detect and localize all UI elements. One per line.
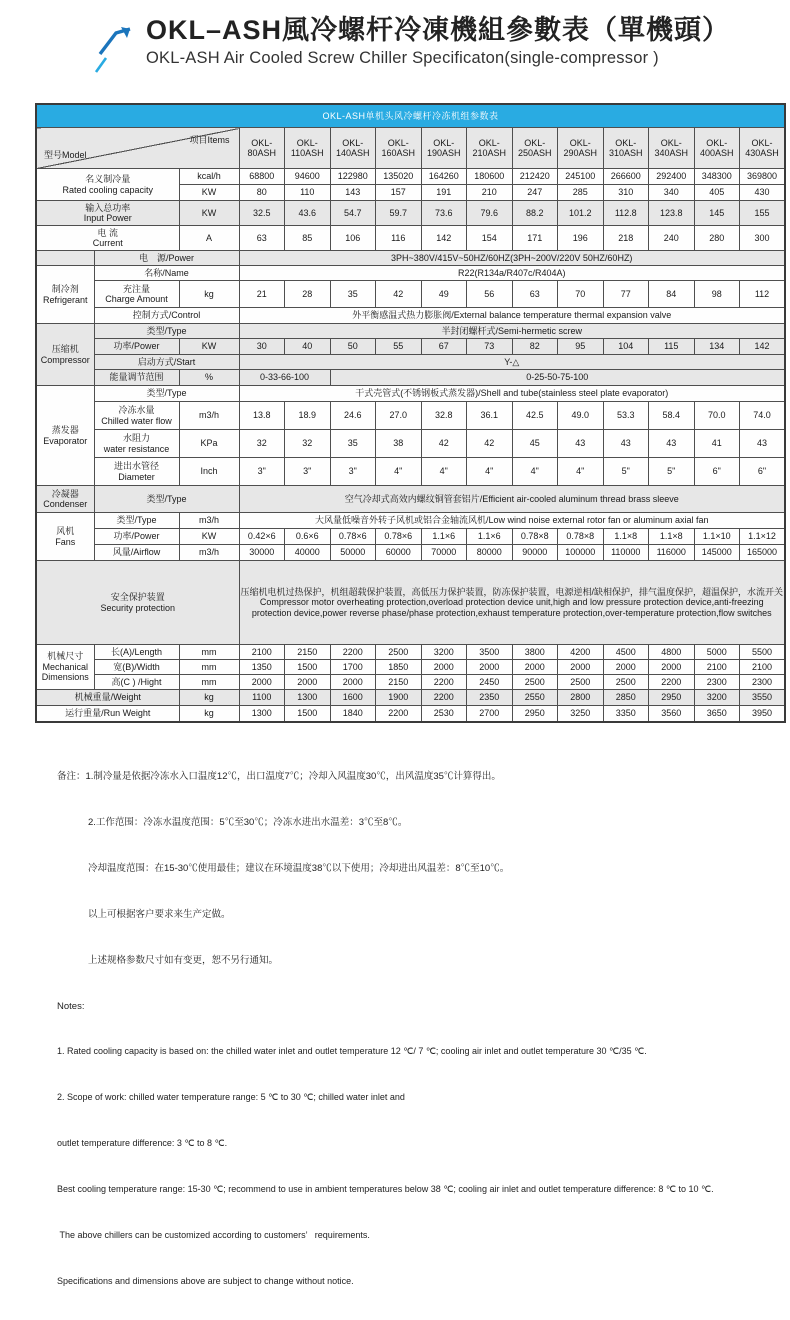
spec-value-cell: 90000 xyxy=(512,545,558,561)
spec-value-cell: 3250 xyxy=(558,706,604,722)
page-title: OKL–ASH風冷螺杆冷凍機組參數表（單機頭） xyxy=(146,15,731,45)
spec-value-cell: 1840 xyxy=(330,706,376,722)
spec-value-cell: 1500 xyxy=(285,706,331,722)
spec-value-cell: 42 xyxy=(467,430,513,458)
spec-value-cell: 84 xyxy=(649,281,695,308)
spec-value-cell: 135020 xyxy=(376,169,422,185)
spec-value-cell: 43.6 xyxy=(285,201,331,226)
spec-value-cell: 2850 xyxy=(603,690,649,706)
spec-value-cell: 98 xyxy=(694,281,740,308)
spec-value-cell: 43 xyxy=(649,430,695,458)
spec-value-cell: 2000 xyxy=(649,660,695,675)
row-label-pipe-diameter: 进出水管径 Diameter xyxy=(94,458,179,486)
spec-value-cell: 2200 xyxy=(421,675,467,690)
spec-value-cell: 1850 xyxy=(376,660,422,675)
group-label-condenser: 冷凝器 Condenser xyxy=(36,486,94,513)
unit-cell: A xyxy=(179,226,239,251)
spec-value-cell: 6" xyxy=(740,458,786,486)
spec-value-cell: 54.7 xyxy=(330,201,376,226)
spec-value-cell: 101.2 xyxy=(558,201,604,226)
note-line: 以上可根据客户要求来生产定做。 xyxy=(88,908,231,920)
spec-value-cell: 310 xyxy=(603,185,649,201)
row-label-control: 控制方式/Control xyxy=(94,308,239,324)
spec-value-cell: 369800 xyxy=(740,169,786,185)
spec-value-cell: 405 xyxy=(694,185,740,201)
spec-value-cell: 27.0 xyxy=(376,402,422,430)
spec-value-cell: 155 xyxy=(740,201,786,226)
spec-value-cell: 3550 xyxy=(740,690,786,706)
row-label-charge-amount: 充注量 Charge Amount xyxy=(94,281,179,308)
spec-value-cell: 45 xyxy=(512,430,558,458)
spec-value-cell: 0.42×6 xyxy=(239,529,285,545)
spec-value-cell: 285 xyxy=(558,185,604,201)
spec-value-cell: 79.6 xyxy=(467,201,513,226)
spec-value-cell: 0.78×6 xyxy=(376,529,422,545)
spec-value-cell: 4" xyxy=(512,458,558,486)
unit-cell: m3/h xyxy=(179,545,239,561)
model-header-okl-310ash: OKL- 310ASH xyxy=(603,128,649,169)
spec-value-cell: 53.3 xyxy=(603,402,649,430)
row-label-airflow: 风量/Airflow xyxy=(94,545,179,561)
start-value: Y-△ xyxy=(239,355,785,370)
spec-value-cell: 2300 xyxy=(694,675,740,690)
spec-value-cell: 5" xyxy=(603,458,649,486)
spec-value-cell: 300 xyxy=(740,226,786,251)
spec-value-cell: 18.9 xyxy=(285,402,331,430)
spec-value-cell: 70.0 xyxy=(694,402,740,430)
unit-cell: KPa xyxy=(179,430,239,458)
spec-value-cell: 2500 xyxy=(512,675,558,690)
row-label-refrigerant-name: 名称/Name xyxy=(94,266,239,281)
spec-value-cell: 4" xyxy=(376,458,422,486)
spec-value-cell: 0.78×6 xyxy=(330,529,376,545)
model-axis-label: 型号Model xyxy=(44,149,87,160)
spec-value-cell: 2500 xyxy=(376,645,422,660)
control-value: 外平衡感温式热力膨胀阀/External balance temperature thermal expansion valve xyxy=(239,308,785,324)
spec-value-cell: 1900 xyxy=(376,690,422,706)
spec-value-cell: 1300 xyxy=(239,706,285,722)
title-block xyxy=(94,14,790,82)
spec-value-cell: 245100 xyxy=(558,169,604,185)
spec-value-cell: 2200 xyxy=(421,690,467,706)
row-label-compressor-power: 功率/Power xyxy=(94,339,179,355)
spec-value-cell: 112.8 xyxy=(603,201,649,226)
spec-value-cell: 340 xyxy=(649,185,695,201)
spec-value-cell: 2500 xyxy=(603,675,649,690)
unit-cell: mm xyxy=(179,645,239,660)
spec-value-cell: 28 xyxy=(285,281,331,308)
compressor-type-value: 半封闭螺杆式/Semi-hermetic screw xyxy=(239,324,785,339)
spec-value-cell: 63 xyxy=(512,281,558,308)
energy-range-a: 0-33-66-100 xyxy=(239,370,330,386)
spec-value-cell: 1700 xyxy=(330,660,376,675)
unit-cell: KW xyxy=(179,339,239,355)
spec-value-cell: 2000 xyxy=(603,660,649,675)
note-line: 上述规格参数尺寸如有变更，恕不另行通知。 xyxy=(88,954,279,966)
spec-value-cell: 348300 xyxy=(694,169,740,185)
spec-value-cell: 145 xyxy=(694,201,740,226)
refrigerant-name-value: R22(R134a/R407c/R404A) xyxy=(239,266,785,281)
group-label-evaporator: 蒸发器 Evaporator xyxy=(36,386,94,486)
spec-value-cell: 85 xyxy=(285,226,331,251)
spec-value-cell: 49 xyxy=(421,281,467,308)
spec-table xyxy=(35,103,786,723)
spec-value-cell: 112 xyxy=(740,281,786,308)
spec-value-cell: 77 xyxy=(603,281,649,308)
spec-value-cell: 35 xyxy=(330,281,376,308)
note-line: The above chillers can be customized according to customers’ requirements. xyxy=(57,1230,370,1240)
spec-value-cell: 2000 xyxy=(558,660,604,675)
row-label-energy-range: 能量调节范围 xyxy=(94,370,179,386)
spec-value-cell: 73.6 xyxy=(421,201,467,226)
unit-cell: m3/h xyxy=(179,402,239,430)
model-header-okl-340ash: OKL- 340ASH xyxy=(649,128,695,169)
spec-value-cell: 165000 xyxy=(740,545,786,561)
spec-value-cell: 212420 xyxy=(512,169,558,185)
note-line: Notes: xyxy=(57,1000,85,1012)
note-line: outlet temperature difference: 3 ℃ to 8 ℃. xyxy=(57,1138,228,1149)
note-line: 1. Rated cooling capacity is based on: the chilled water inlet and outlet temperature 12 ℃/ 7 ℃; cooling air inlet and outlet temperature 30 ℃/35 ℃. xyxy=(57,1046,647,1057)
unit-cell: kcal/h xyxy=(179,169,239,185)
note-line: Best cooling temperature range: 15-30 ℃; recommend to use in ambient temperatures below 38 ℃; cooling air inlet and outlet temperature difference: 8 ℃ to 10 ℃. xyxy=(57,1184,714,1195)
spec-value-cell: 50000 xyxy=(330,545,376,561)
unit-cell: mm xyxy=(179,675,239,690)
spec-value-cell: 95 xyxy=(558,339,604,355)
spec-value-cell: 13.8 xyxy=(239,402,285,430)
note-line: 冷却温度范围：在15-30℃使用最佳；建议在环境温度38℃以下使用；冷却进出风温差：8℃至10℃。 xyxy=(88,862,510,874)
spec-value-cell: 1.1×8 xyxy=(603,529,649,545)
group-label-refrigerant: 制冷剂 Refrigerant xyxy=(36,266,94,324)
spec-value-cell: 157 xyxy=(376,185,422,201)
spec-value-cell: 70 xyxy=(558,281,604,308)
spec-value-cell: 2550 xyxy=(512,690,558,706)
security-protection-text: 压缩机电机过热保护，机组超载保护装置，高低压力保护装置，防冻保护装置，电源逆相/缺相保护，排气温度保护，超温保护，水流开关 Compressor motor overheating protection,overload protection device unit,high and low pressure protection device,anti-freezing protection device,power reverse phase/phase protection,exhaust temperature protection,over-temperature protection,flow switches xyxy=(239,561,785,645)
spec-value-cell: 43 xyxy=(603,430,649,458)
spec-value-cell: 94600 xyxy=(285,169,331,185)
fans-type-value: 大风量低噪音外转子风机或铝合金轴流风机/Low wind noise external rotor fan or aluminum axial fan xyxy=(239,513,785,529)
spec-value-cell: 82 xyxy=(512,339,558,355)
spec-value-cell: 5" xyxy=(649,458,695,486)
row-label-width: 宽(B)/Width xyxy=(94,660,179,675)
row-label-input-power: 输入总功率 Input Power xyxy=(36,201,179,226)
spec-value-cell: 240 xyxy=(649,226,695,251)
spec-value-cell: 2530 xyxy=(421,706,467,722)
spec-value-cell: 2700 xyxy=(467,706,513,722)
spec-value-cell: 142 xyxy=(421,226,467,251)
spec-value-cell: 2950 xyxy=(512,706,558,722)
evaporator-type-value: 干式壳管式(不锈钢板式蒸发器)/Shell and tube(stainless steel plate evaporator) xyxy=(239,386,785,402)
model-header-okl-190ash: OKL- 190ASH xyxy=(421,128,467,169)
spec-value-cell: 88.2 xyxy=(512,201,558,226)
spec-value-cell: 30 xyxy=(239,339,285,355)
model-header-okl-250ash: OKL- 250ASH xyxy=(512,128,558,169)
spec-value-cell: 1350 xyxy=(239,660,285,675)
spec-value-cell: 32.8 xyxy=(421,402,467,430)
spec-value-cell: 4" xyxy=(558,458,604,486)
spec-value-cell: 430 xyxy=(740,185,786,201)
spec-value-cell: 43 xyxy=(558,430,604,458)
spec-value-cell: 3560 xyxy=(649,706,695,722)
spec-value-cell: 43 xyxy=(740,430,786,458)
spec-value-cell: 4500 xyxy=(603,645,649,660)
row-label-security-protection: 安全保护装置 Security protection xyxy=(36,561,239,645)
row-label-chilled-water-flow: 冷冻水量 Chilled water flow xyxy=(94,402,179,430)
notes-block xyxy=(57,739,790,1320)
unit-cell: m3/h xyxy=(179,513,239,529)
spec-value-cell: 123.8 xyxy=(649,201,695,226)
spec-value-cell: 32.5 xyxy=(239,201,285,226)
spec-value-cell: 191 xyxy=(421,185,467,201)
model-header-okl-80ash: OKL- 80ASH xyxy=(239,128,285,169)
unit-cell: KW xyxy=(179,201,239,226)
spec-value-cell: 2150 xyxy=(376,675,422,690)
spec-value-cell: 42 xyxy=(376,281,422,308)
spec-value-cell: 145000 xyxy=(694,545,740,561)
spec-value-cell: 122980 xyxy=(330,169,376,185)
condenser-type-value: 空气冷却式高效内螺纹铜管套铝片/Efficient air-cooled aluminum thread brass sleeve xyxy=(239,486,785,513)
spec-value-cell: 2000 xyxy=(330,675,376,690)
spec-value-cell: 1100 xyxy=(239,690,285,706)
spec-value-cell: 3950 xyxy=(740,706,786,722)
spec-value-cell: 4800 xyxy=(649,645,695,660)
model-header-okl-160ash: OKL- 160ASH xyxy=(376,128,422,169)
spec-value-cell: 1.1×6 xyxy=(467,529,513,545)
spec-value-cell: 24.6 xyxy=(330,402,376,430)
spec-value-cell: 266600 xyxy=(603,169,649,185)
unit-cell: mm xyxy=(179,660,239,675)
spec-value-cell: 80000 xyxy=(467,545,513,561)
spec-value-cell: 280 xyxy=(694,226,740,251)
note-line: Specifications and dimensions above are subject to change without notice. xyxy=(57,1275,354,1286)
spec-value-cell: 2100 xyxy=(740,660,786,675)
spec-value-cell: 106 xyxy=(330,226,376,251)
page xyxy=(0,14,790,1320)
spec-value-cell: 40000 xyxy=(285,545,331,561)
unit-cell: Inch xyxy=(179,458,239,486)
spec-value-cell: 1500 xyxy=(285,660,331,675)
group-label-compressor: 压缩机 Compressor xyxy=(36,324,94,386)
spec-value-cell: 104 xyxy=(603,339,649,355)
spec-value-cell: 2100 xyxy=(239,645,285,660)
spec-value-cell: 50 xyxy=(330,339,376,355)
row-label-power-supply: 电 源/Power xyxy=(94,251,239,266)
spec-value-cell: 1.1×8 xyxy=(649,529,695,545)
row-label-cooling: 名义制冷量 Rated cooling capacity xyxy=(36,169,179,201)
spec-value-cell: 55 xyxy=(376,339,422,355)
table-banner: OKL-ASH单机头风冷螺杆冷冻机组参数表 xyxy=(36,104,785,128)
spec-value-cell: 3500 xyxy=(467,645,513,660)
spec-value-cell: 0.78×8 xyxy=(558,529,604,545)
unit-cell: % xyxy=(179,370,239,386)
row-label-start: 启动方式/Start xyxy=(94,355,239,370)
spec-value-cell: 180600 xyxy=(467,169,513,185)
model-header-okl-210ash: OKL- 210ASH xyxy=(467,128,513,169)
spec-value-cell: 38 xyxy=(376,430,422,458)
row-label-evaporator-type: 类型/Type xyxy=(94,386,239,402)
spec-value-cell: 2000 xyxy=(421,660,467,675)
spec-value-cell: 35 xyxy=(330,430,376,458)
spec-value-cell: 5000 xyxy=(694,645,740,660)
spec-value-cell: 56 xyxy=(467,281,513,308)
spec-value-cell: 6" xyxy=(694,458,740,486)
spec-value-cell: 74.0 xyxy=(740,402,786,430)
spec-value-cell: 110000 xyxy=(603,545,649,561)
row-label-height: 高(C ) /Hight xyxy=(94,675,179,690)
model-header-okl-290ash: OKL- 290ASH xyxy=(558,128,604,169)
title-text xyxy=(146,14,730,68)
row-label-water-resistance: 水阻力 water resistance xyxy=(94,430,179,458)
row-label-condenser-type: 类型/Type xyxy=(94,486,239,513)
items-axis-label: 项目Items xyxy=(189,135,230,145)
spec-value-cell: 116 xyxy=(376,226,422,251)
spec-value-cell: 210 xyxy=(467,185,513,201)
spec-value-cell: 32 xyxy=(239,430,285,458)
spec-value-cell: 4" xyxy=(421,458,467,486)
unit-cell: kg xyxy=(179,281,239,308)
spec-value-cell: 3350 xyxy=(603,706,649,722)
page-subtitle: OKL-ASH Air Cooled Screw Chiller Specificaton(single-compressor ) xyxy=(146,49,659,67)
spec-value-cell: 3800 xyxy=(512,645,558,660)
spec-value-cell: 2300 xyxy=(740,675,786,690)
spec-value-cell: 41 xyxy=(694,430,740,458)
spec-value-cell: 3200 xyxy=(421,645,467,660)
spec-value-cell: 42 xyxy=(421,430,467,458)
row-label-fans-type: 类型/Type xyxy=(94,513,179,529)
unit-cell: kg xyxy=(179,690,239,706)
spec-value-cell: 2800 xyxy=(558,690,604,706)
spec-value-cell: 2950 xyxy=(649,690,695,706)
row-label-length: 长(A)/Length xyxy=(94,645,179,660)
spec-value-cell: 68800 xyxy=(239,169,285,185)
model-header-okl-400ash: OKL- 400ASH xyxy=(694,128,740,169)
spec-value-cell: 100000 xyxy=(558,545,604,561)
spec-value-cell: 67 xyxy=(421,339,467,355)
spec-value-cell: 1600 xyxy=(330,690,376,706)
spec-value-cell: 4" xyxy=(467,458,513,486)
spec-value-cell: 63 xyxy=(239,226,285,251)
group-label-dimensions: 机械尺寸 Mechanical Dimensions xyxy=(36,645,94,690)
spec-value-cell: 2100 xyxy=(694,660,740,675)
note-line: 2.工作范围：冷冻水温度范围：5℃至30℃；冷冻水进出水温差：3℃至8℃。 xyxy=(88,816,408,828)
spec-value-cell: 4200 xyxy=(558,645,604,660)
spec-value-cell: 2000 xyxy=(512,660,558,675)
spec-value-cell: 2000 xyxy=(239,675,285,690)
spec-value-cell: 40 xyxy=(285,339,331,355)
spec-value-cell: 42.5 xyxy=(512,402,558,430)
empty-cell xyxy=(36,251,94,266)
spec-value-cell: 70000 xyxy=(421,545,467,561)
spec-value-cell: 3" xyxy=(285,458,331,486)
spec-value-cell: 5500 xyxy=(740,645,786,660)
spec-value-cell: 58.4 xyxy=(649,402,695,430)
spec-value-cell: 292400 xyxy=(649,169,695,185)
spec-value-cell: 2200 xyxy=(330,645,376,660)
spec-value-cell: 30000 xyxy=(239,545,285,561)
spec-value-cell: 110 xyxy=(285,185,331,201)
spec-value-cell: 3200 xyxy=(694,690,740,706)
spec-value-cell: 0.78×8 xyxy=(512,529,558,545)
row-label-run-weight: 运行重量/Run Weight xyxy=(36,706,179,722)
spec-value-cell: 196 xyxy=(558,226,604,251)
spec-value-cell: 1300 xyxy=(285,690,331,706)
model-header-okl-110ash: OKL- 110ASH xyxy=(285,128,331,169)
spec-value-cell: 73 xyxy=(467,339,513,355)
spec-value-cell: 2000 xyxy=(285,675,331,690)
spec-value-cell: 2450 xyxy=(467,675,513,690)
spec-value-cell: 36.1 xyxy=(467,402,513,430)
spec-value-cell: 2200 xyxy=(649,675,695,690)
spec-value-cell: 1.1×6 xyxy=(421,529,467,545)
spec-value-cell: 247 xyxy=(512,185,558,201)
spec-value-cell: 2350 xyxy=(467,690,513,706)
row-label-weight: 机械重量/Weight xyxy=(36,690,179,706)
spec-value-cell: 32 xyxy=(285,430,331,458)
spec-value-cell: 154 xyxy=(467,226,513,251)
spec-value-cell: 60000 xyxy=(376,545,422,561)
spec-value-cell: 1.1×10 xyxy=(694,529,740,545)
spec-value-cell: 49.0 xyxy=(558,402,604,430)
spec-value-cell: 0.6×6 xyxy=(285,529,331,545)
spec-value-cell: 3" xyxy=(239,458,285,486)
group-label-fans: 风机 Fans xyxy=(36,513,94,561)
row-label-compressor-type: 类型/Type xyxy=(94,324,239,339)
row-label-current: 电 流 Current xyxy=(36,226,179,251)
spec-value-cell: 142 xyxy=(740,339,786,355)
unit-cell: KW xyxy=(179,529,239,545)
spec-value-cell: 2200 xyxy=(376,706,422,722)
note-line: 备注：1.制冷量是依据冷冻水入口温度12℃，出口温度7℃；冷却入风温度30℃，出风温度35℃计算得出。 xyxy=(57,771,501,783)
unit-cell: kg xyxy=(179,706,239,722)
spec-value-cell: 3" xyxy=(330,458,376,486)
spec-value-cell: 1.1×12 xyxy=(740,529,786,545)
spec-value-cell: 2500 xyxy=(558,675,604,690)
model-items-diagonal-cell xyxy=(36,128,239,169)
spec-value-cell: 218 xyxy=(603,226,649,251)
model-header-okl-430ash: OKL- 430ASH xyxy=(740,128,786,169)
spec-value-cell: 164260 xyxy=(421,169,467,185)
spec-value-cell: 143 xyxy=(330,185,376,201)
spec-value-cell: 115 xyxy=(649,339,695,355)
spec-value-cell: 134 xyxy=(694,339,740,355)
spec-value-cell: 171 xyxy=(512,226,558,251)
model-header-okl-140ash: OKL- 140ASH xyxy=(330,128,376,169)
spec-value-cell: 3650 xyxy=(694,706,740,722)
power-supply-value: 3PH~380V/415V~50HZ/60HZ(3PH~200V/220V 50HZ/60HZ) xyxy=(239,251,785,266)
spec-value-cell: 116000 xyxy=(649,545,695,561)
row-label-fans-power: 功率/Power xyxy=(94,529,179,545)
unit-cell: KW xyxy=(179,185,239,201)
energy-range-b: 0-25-50-75-100 xyxy=(330,370,785,386)
spec-value-cell: 59.7 xyxy=(376,201,422,226)
spec-value-cell: 2150 xyxy=(285,645,331,660)
spec-value-cell: 21 xyxy=(239,281,285,308)
note-line: 2. Scope of work: chilled water temperature range: 5 ℃ to 30 ℃; chilled water inlet and xyxy=(57,1092,405,1103)
spec-value-cell: 2000 xyxy=(467,660,513,675)
spec-value-cell: 80 xyxy=(239,185,285,201)
brand-arrow-icon xyxy=(94,20,140,82)
